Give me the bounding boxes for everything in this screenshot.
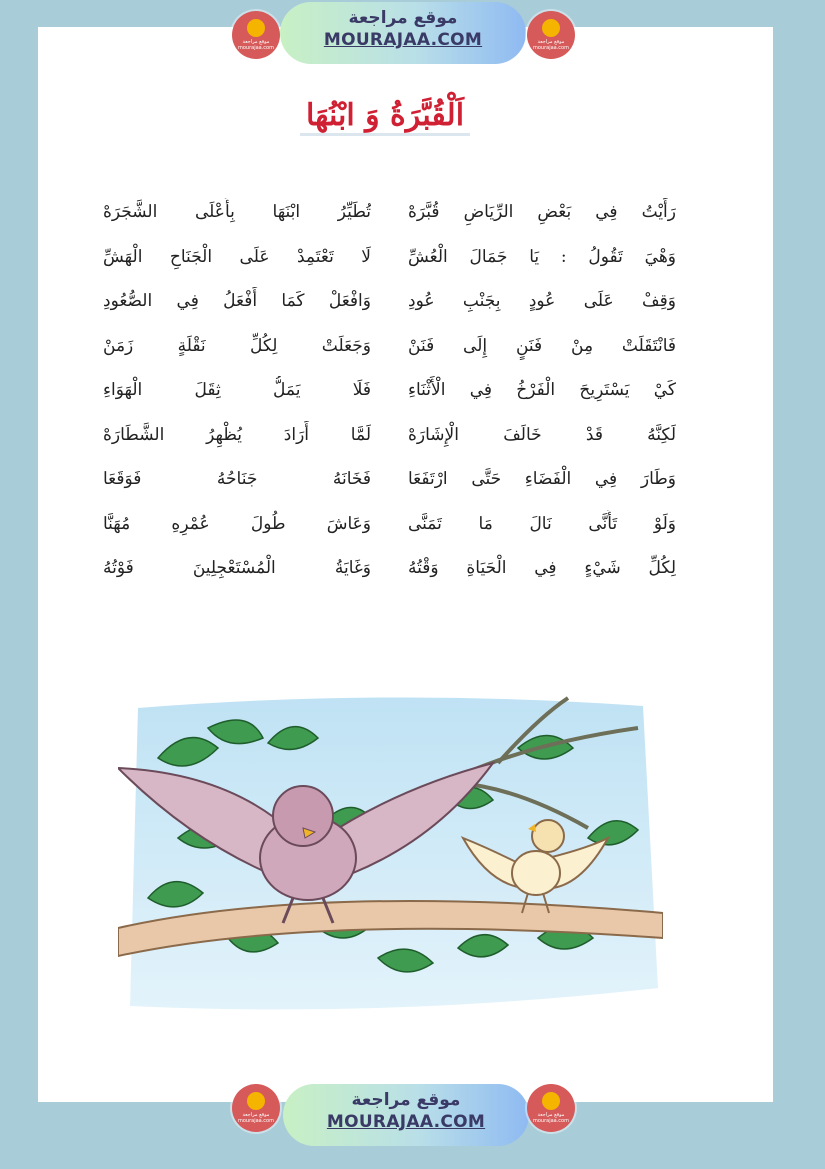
- poem-verse: وَغَايَةُ الْمُسْتَعْجِلِينَ فَوْتُهُ: [103, 558, 371, 578]
- watermark-banner[interactable]: [283, 1084, 529, 1146]
- poem-verse: وَهْيَ تَقُولُ : يَا جَمَالَ الْعُشِّ: [408, 246, 676, 267]
- watermark-arabic: موقع مراجعة: [348, 8, 458, 28]
- poem-verse: لَا تَعْتَمِدْ عَلَى الْجَنَاحِ الْهَشِّ: [103, 246, 371, 267]
- poem-verse: فَخَانَهُ جَنَاحُهُ فَوَقَعَا: [103, 469, 371, 489]
- watermark-arabic: موقع مراجعة: [351, 1090, 461, 1110]
- poem-verse: فَانْتَقَلَتْ مِنْ فَنَنٍ إِلَى فَنَنْ: [408, 335, 676, 356]
- poem-verse: تُطَيِّرُ ابْنَهَا بِأَعْلَى الشَّجَرَهْ: [103, 202, 371, 222]
- logo-icon: [247, 1092, 265, 1110]
- logo-icon: [247, 19, 265, 37]
- lark-illustration: [118, 688, 663, 1013]
- badge-text: موقع مراجعة mourajaa.com: [237, 39, 274, 51]
- poem-verse: فَلَا يَمَلُّ ثِقَلَ الْهَوَاءِ: [103, 380, 371, 400]
- badge-text: موقع مراجعة mourajaa.com: [237, 1112, 274, 1124]
- poem-verse: وَلَوْ تَأَنَّى نَالَ مَا تَمَنَّى: [408, 513, 676, 534]
- poem-verse: لِكُلِّ شَيْءٍ فِي الْحَيَاةِ وَقْتُهُ: [408, 558, 676, 578]
- badge-text: موقع مراجعة mourajaa.com: [532, 39, 569, 51]
- site-logo-badge: [527, 11, 575, 59]
- site-logo-badge: [232, 1084, 280, 1132]
- watermark-link[interactable]: MOURAJAA.COM: [323, 30, 483, 50]
- logo-icon: [542, 19, 560, 37]
- poem-verse: وَطَارَ فِي الْفَضَاءِ حَتَّى ارْتَفَعَا: [408, 469, 676, 489]
- poem-verse: وَقِفْ عَلَى عُودٍ بِجَنْبِ عُودِ: [408, 291, 676, 311]
- poem-verse: وَافْعَلْ كَمَا أَفْعَلُ فِي الصُّعُودِ: [103, 291, 371, 311]
- watermark-link[interactable]: MOURAJAA.COM: [326, 1112, 486, 1132]
- poem-title: اَلْقُبَّرَةُ وَ ابْنُهَا: [300, 98, 470, 136]
- poem-first-hemistichs: [408, 198, 676, 599]
- badge-text: موقع مراجعة mourajaa.com: [532, 1112, 569, 1124]
- site-logo-badge: [527, 1084, 575, 1132]
- poem-verse: وَعَاشَ طُولَ عُمْرِهِ مُهَنَّا: [103, 513, 371, 534]
- poem-verse: لَمَّا أَرَادَ يُظْهِرُ الشَّطَارَهْ: [103, 424, 371, 445]
- watermark-banner[interactable]: [280, 2, 526, 64]
- poem-verse: رَأَيْتُ فِي بَعْضِ الرِّيَاضِ قُبَّرَهْ: [408, 202, 676, 222]
- poem-verse: لَكِنَّهُ قَدْ خَالَفَ الْإِشَارَهْ: [408, 424, 676, 445]
- site-logo-badge: [232, 11, 280, 59]
- poem-second-hemistichs: [103, 198, 371, 599]
- poem-verse: كَيْ يَسْتَرِيحَ الْفَرْخُ فِي الْأَثْنَاءِ: [408, 380, 676, 400]
- poem-verse: وَجَعَلَتْ لِكُلِّ نَقْلَةٍ زَمَنْ: [103, 335, 371, 356]
- logo-icon: [542, 1092, 560, 1110]
